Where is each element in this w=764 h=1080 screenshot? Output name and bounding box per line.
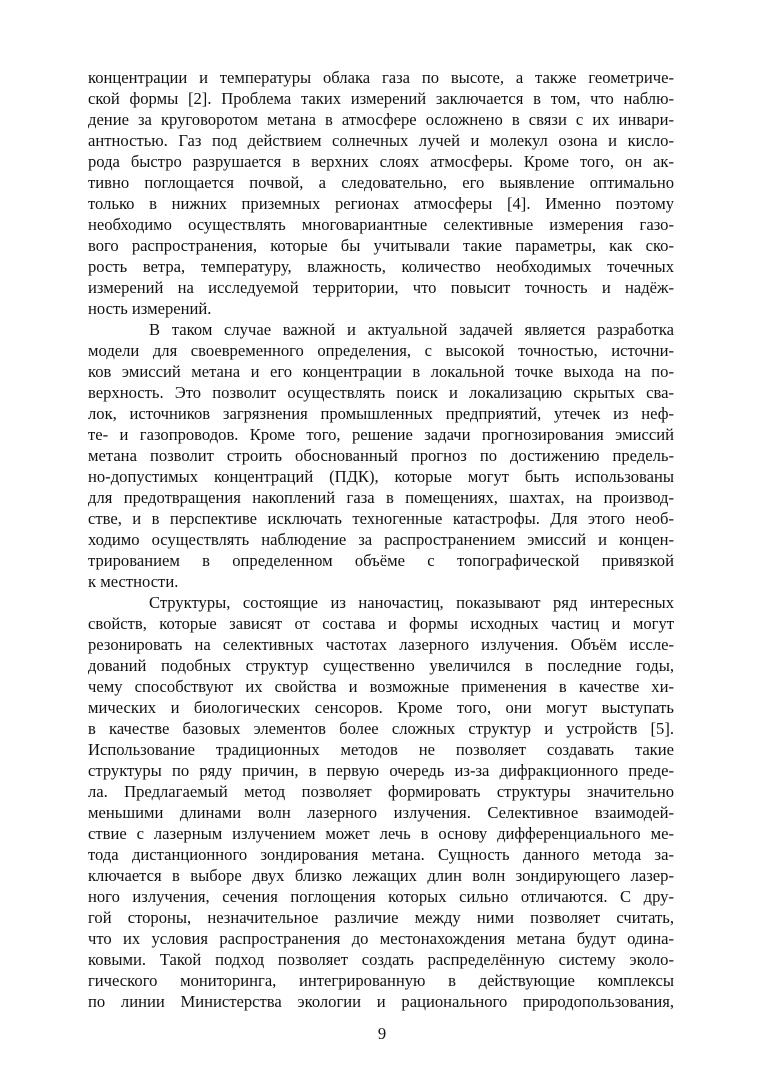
text-line: дение за круговоротом метана в атмосфере осложнено в связи с их инвари-: [88, 110, 674, 129]
text-line: ствие с лазерным излучением может лечь в основу дифференциального ме-: [88, 824, 674, 843]
text-line: резонировать на селективных частотах лазерного излучения. Объём иссле-: [88, 635, 674, 654]
text-line: рода быстро разрушается в верхних слоях атмосферы. Кроме того, он ак-: [88, 152, 674, 171]
text-line: ходимо осуществлять наблюдение за распространением эмиссий и концен-: [88, 530, 674, 549]
text-line: меньшими длинами волн лазерного излучения. Селективное взаимодей-: [88, 803, 674, 822]
text-line: измерений на исследуемой территории, что повысит точность и надёж-: [88, 278, 674, 297]
text-line: свойств, которые зависят от состава и формы исходных частиц и могут: [88, 614, 674, 633]
text-line: те- и газопроводов. Кроме того, решение задачи прогнозирования эмиссий: [88, 425, 674, 444]
text-line: но-допустимых концентраций (ПДК), которые могут быть использованы: [88, 467, 674, 486]
text-line: Использование традиционных методов не позволяет создавать такие: [88, 740, 674, 759]
text-line: мических и биологических сенсоров. Кроме того, они могут выступать: [88, 698, 674, 717]
text-line: метана позволит строить обоснованный прогноз по достижению предель-: [88, 446, 674, 465]
text-line: чему способствуют их свойства и возможные применения в качестве хи-: [88, 677, 674, 696]
paragraph-2: [88, 319, 674, 592]
text-line: для предотвращения накоплений газа в помещениях, шахтах, на производ-: [88, 488, 674, 507]
text-line: к местности.: [88, 572, 179, 591]
text-line: верхность. Это позволит осуществлять поиск и локализацию скрытых сва-: [88, 383, 674, 402]
text-line: ного излучения, сечения поглощения которых сильно отличаются. С дру-: [88, 887, 674, 906]
text-line: стве, и в перспективе исключать техногенные катастрофы. Для этого необ-: [88, 509, 674, 528]
document-page: [88, 67, 674, 1012]
text-line: гического мониторинга, интегрированную в действующие комплексы: [88, 971, 674, 990]
text-line: Структуры, состоящие из наночастиц, показывают ряд интересных: [149, 593, 674, 612]
text-line: дований подобных структур существенно увеличился в последние годы,: [88, 656, 674, 675]
text-line: ков эмиссий метана и его концентрации в локальной точке выхода на по-: [88, 362, 674, 381]
text-line: ковыми. Такой подход позволяет создать распределённую систему эколо-: [88, 950, 674, 969]
text-line: антностью. Газ под действием солнечных лучей и молекул озона и кисло-: [88, 131, 674, 150]
page-number: 9: [377, 1024, 387, 1043]
text-line: ской формы [2]. Проблема таких измерений заключается в том, что наблю-: [88, 89, 674, 108]
text-line: гой стороны, незначительное различие между ними позволяет считать,: [88, 908, 674, 927]
text-line: тивно поглощается почвой, а следовательно, его выявление оптимально: [88, 173, 674, 192]
text-line: по линии Министерства экологии и рационального природопользования,: [88, 992, 674, 1011]
text-line: ключается в выборе двух близко лежащих длин волн зондирующего лазер-: [88, 866, 674, 885]
text-line: рость ветра, температуру, влажность, количество необходимых точечных: [88, 257, 674, 276]
text-line: лок, источников загрязнения промышленных предприятий, утечек из неф-: [88, 404, 674, 423]
paragraph-1: [88, 67, 674, 319]
text-line: модели для своевременного определения, с высокой точностью, источни-: [88, 341, 674, 360]
text-line: ла. Предлагаемый метод позволяет формировать структуры значительно: [88, 782, 674, 801]
text-line: в качестве базовых элементов более сложных структур и устройств [5].: [88, 719, 674, 738]
text-line: тода дистанционного зондирования метана. Сущность данного метода за-: [88, 845, 674, 864]
text-line: В таком случае важной и актуальной задачей является разработка: [149, 320, 674, 339]
text-line: что их условия распространения до местонахождения метана будут одина-: [88, 929, 674, 948]
text-line: ность измерений.: [88, 299, 212, 318]
text-line: структуры по ряду причин, в первую очередь из-за дифракционного преде-: [88, 761, 674, 780]
text-line: концентрации и температуры облака газа по высоте, а также геометриче-: [88, 68, 674, 87]
text-line: трированием в определенном объёме с топографической привязкой: [88, 551, 674, 570]
text-line: необходимо осуществлять многовариантные селективные измерения газо-: [88, 215, 674, 234]
text-line: вого распространения, которые бы учитывали такие параметры, как ско-: [88, 236, 674, 255]
text-line: только в нижних приземных регионах атмосферы [4]. Именно поэтому: [88, 194, 674, 213]
paragraph-3: [88, 592, 674, 1012]
